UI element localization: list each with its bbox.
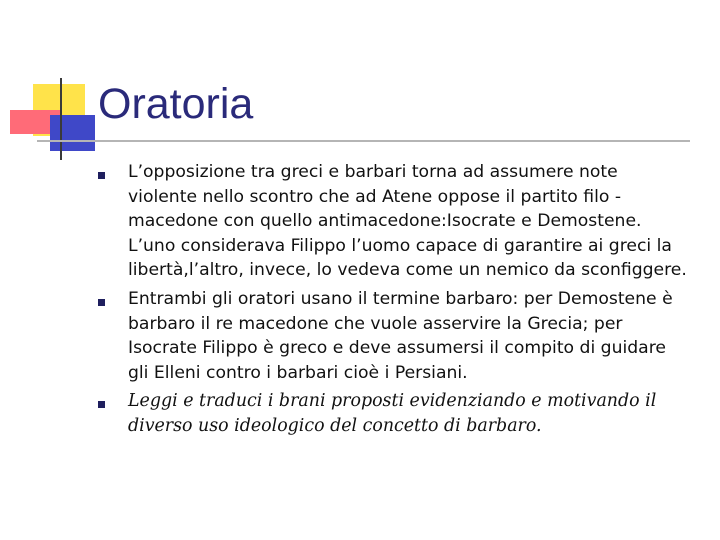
bullet-item	[0, 160, 720, 283]
decor-vertical-rule	[60, 78, 62, 160]
square-bullet-icon	[98, 299, 105, 306]
title-underline	[37, 140, 690, 142]
square-bullet-icon	[98, 401, 105, 408]
square-bullet-icon	[98, 172, 105, 179]
slide-title: Oratoria	[98, 80, 254, 128]
bullet-text: L’opposizione tra greci e barbari torna ad assumere note violente nello scontro che ad Atene oppose il partito filo - macedone con quello antimacedone:Isocrate e Demostene. L’uno considerava Filippo l’uomo capace di garantire ai greci la libertà,l’altro, invece, lo vedeva come un nemico da sconfiggere.	[128, 162, 687, 281]
decor-blue-square	[50, 115, 95, 151]
bullet-item	[0, 287, 720, 385]
bullet-text: Entrambi gli oratori usano il termine barbaro: per Demostene è barbaro il re macedone che vuole asservire la Grecia; per Isocrate Filippo è greco e deve assumersi il compito di guidare gli Elleni contro i barbari cioè i Persiani.	[128, 288, 673, 383]
bullet-item	[0, 389, 720, 439]
bullet-text-instruction: Leggi e traduci i brani proposti evidenziando e motivando il diverso uso ideologico del concetto di barbaro.	[128, 391, 657, 437]
bullet-list	[0, 160, 720, 443]
